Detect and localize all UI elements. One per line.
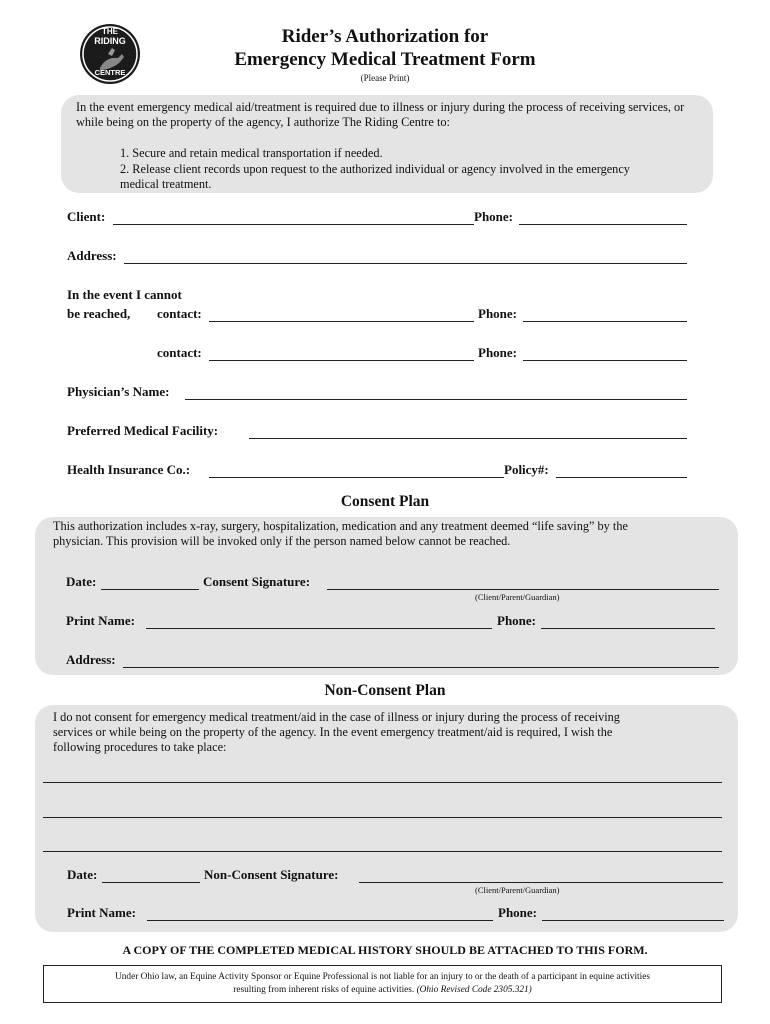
disclaimer-line2 xyxy=(44,984,721,997)
contact-1-label: contact: xyxy=(157,306,202,321)
contact-1-field[interactable] xyxy=(209,321,474,322)
procedures-line-2[interactable] xyxy=(43,817,722,818)
client-phone-label: Phone: xyxy=(474,209,513,224)
contact-1-phone-field[interactable] xyxy=(523,321,687,322)
procedures-line-1[interactable] xyxy=(43,782,722,783)
contact-2-field[interactable] xyxy=(209,360,474,361)
consent-address-field[interactable] xyxy=(123,667,719,668)
contact-2-phone-field[interactable] xyxy=(523,360,687,361)
contact-2-phone-label: Phone: xyxy=(478,345,517,360)
nonconsent-plan-heading: Non-Consent Plan xyxy=(324,682,446,699)
form-title-line1: Rider’s Authorization for xyxy=(281,26,489,47)
nonconsent-text-line1: I do not consent for emergency medical treatment/aid in the case of illness or injury during the process of receiving xyxy=(53,710,620,724)
disclaimer-line1: Under Ohio law, an Equine Activity Sponsor or Equine Professional is not liable for an injury to or the death of a participant in equine activities xyxy=(115,972,650,982)
nonconsent-phone-label: Phone: xyxy=(498,905,537,920)
intro-text: In the event emergency medical aid/treatment is required due to illness or injury during the process of receiving services, or while being on the property of the agency, I authorize The Riding Centre to: xyxy=(76,100,685,129)
nonconsent-text-line2: services or while being on the property of the agency. In the event emergency treatment/aid is required, I wish the xyxy=(53,725,613,739)
nonconsent-date-label: Date: xyxy=(67,867,98,882)
procedures-line-3[interactable] xyxy=(43,851,722,852)
physician-label: Physician’s Name: xyxy=(67,384,170,399)
consent-signature-field[interactable] xyxy=(327,589,719,590)
cannot-reach-label-line1: In the event I cannot xyxy=(67,287,182,302)
nonconsent-guardian-note: (Client/Parent/Guardian) xyxy=(475,885,560,895)
insurance-label: Health Insurance Co.: xyxy=(67,462,191,477)
address-label: Address: xyxy=(67,248,117,263)
consent-print-name-label: Print Name: xyxy=(66,613,135,628)
consent-plan-heading: Consent Plan xyxy=(340,493,430,510)
nonconsent-signature-field[interactable] xyxy=(359,882,723,883)
address-field[interactable] xyxy=(124,263,687,264)
logo-text-bottom: CENTRE xyxy=(94,68,126,77)
logo-text-top: THE xyxy=(102,27,118,36)
consent-date-label: Date: xyxy=(66,574,97,589)
intro-item-2-line2: medical treatment. xyxy=(120,177,212,191)
form-title-line2: Emergency Medical Treatment Form xyxy=(234,49,536,70)
nonconsent-date-field[interactable] xyxy=(102,882,200,883)
consent-text-line1: This authorization includes x-ray, surgery, hospitalization, medication and any treatment deemed “life saving” by the xyxy=(53,519,628,533)
intro-item-1: 1. Secure and retain medical transportation if needed. xyxy=(120,146,383,160)
logo-text-mid: RIDING xyxy=(94,36,126,46)
facility-label: Preferred Medical Facility: xyxy=(67,423,219,438)
consent-print-name-field[interactable] xyxy=(146,628,492,629)
cannot-reach-label-line2: be reached, xyxy=(67,306,131,321)
facility-field[interactable] xyxy=(249,438,687,439)
consent-date-field[interactable] xyxy=(101,589,199,590)
client-field[interactable] xyxy=(113,224,474,225)
nonconsent-text-line3: following procedures to take place: xyxy=(53,740,227,754)
consent-text-line2: physician. This provision will be invoked only if the person named below cannot be reached. xyxy=(53,534,511,548)
form-subtitle: (Please Print) xyxy=(360,73,410,83)
client-label: Client: xyxy=(67,209,106,224)
contact-2-label: contact: xyxy=(157,345,202,360)
policy-label: Policy#: xyxy=(504,462,549,477)
client-phone-field[interactable] xyxy=(519,224,687,225)
nonconsent-signature-label: Non-Consent Signature: xyxy=(204,867,339,882)
contact-1-phone-label: Phone: xyxy=(478,306,517,321)
consent-phone-field[interactable] xyxy=(541,628,715,629)
intro-item-2-line1: 2. Release client records upon request to the authorized individual or agency involved in the emergency xyxy=(120,162,630,176)
disclaimer-line2-text: resulting from inherent risks of equine activities. xyxy=(233,985,415,995)
nonconsent-print-name-field[interactable] xyxy=(147,920,493,921)
consent-address-label: Address: xyxy=(66,652,116,667)
physician-field[interactable] xyxy=(185,399,687,400)
nonconsent-print-name-label: Print Name: xyxy=(67,905,136,920)
consent-phone-label: Phone: xyxy=(497,613,536,628)
disclaimer-citation: (Ohio Revised Code 2305.321) xyxy=(416,985,532,995)
medical-history-notice: A COPY OF THE COMPLETED MEDICAL HISTORY SHOULD BE ATTACHED TO THIS FORM. xyxy=(122,943,648,957)
consent-signature-label: Consent Signature: xyxy=(203,574,311,589)
ohio-law-disclaimer xyxy=(43,965,722,1003)
nonconsent-phone-field[interactable] xyxy=(542,920,724,921)
consent-guardian-note: (Client/Parent/Guardian) xyxy=(475,592,560,602)
insurance-field[interactable] xyxy=(209,477,504,478)
policy-field[interactable] xyxy=(556,477,687,478)
